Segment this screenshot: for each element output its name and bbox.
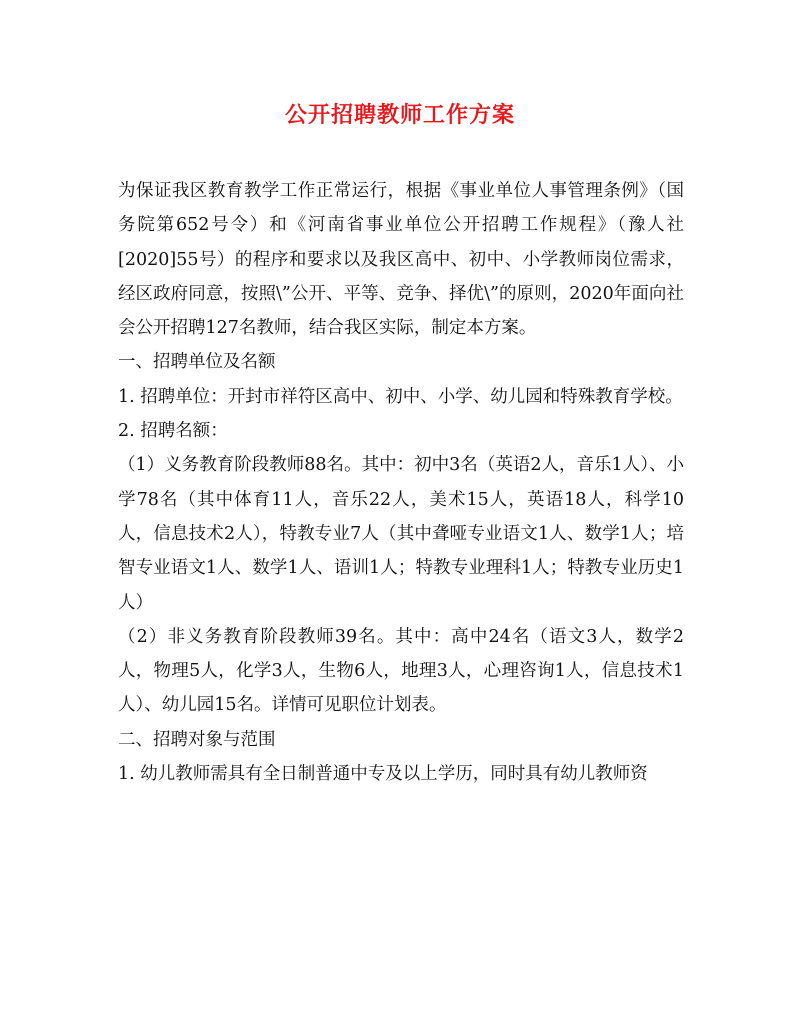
- section-heading-recruitment-targets: 二、招聘对象与范围: [118, 729, 276, 750]
- document-body: [118, 174, 684, 791]
- paragraph-recruiting-units: 1. 招聘单位：开封市祥符区高中、初中、小学、幼儿园和特殊教育学校。: [118, 386, 683, 407]
- document-title: 公开招聘教师工作方案: [284, 102, 515, 128]
- section-heading-recruiting-units: 一、招聘单位及名额: [118, 352, 276, 373]
- paragraph-compulsory-education-quota: （1）义务教育阶段教师88名。其中：初中3名（英语2人，音乐1人）、小学78名（其中体育11人，音乐22人，美术15人，英语18人，科学10人，信息技术2人），特教专业7人（其中聋哑专业语文1人、数学1人；培智专业语文1人、数学1人、语训1人；特教专业理科1人；特教专业历史1人）: [118, 455, 684, 613]
- paragraph-non-compulsory-education-quota: （2）非义务教育阶段教师39名。其中：高中24名（语文3人，数学2人，物理5人，化学3人，生物6人，地理3人，心理咨询1人，信息技术1人）、幼儿园15名。详情可见职位计划表。: [118, 626, 684, 716]
- paragraph-quota-heading: 2. 招聘名额：: [118, 421, 228, 442]
- intro-paragraph: 为保证我区教育教学工作正常运行，根据《事业单位人事管理条例》（国务院第652号令）和《河南省事业单位公开招聘工作规程》（豫人社[2020]55号）的程序和要求以及我区高中、初中、小学教师岗位需求，经区政府同意，按照\”公开、平等、竞争、择优\”的原则，2020年面向社会公开招聘127名教师，结合我区实际，制定本方案。: [118, 181, 684, 339]
- paragraph-kindergarten-requirements: 1. 幼儿教师需具有全日制普通中专及以上学历，同时具有幼儿教师资: [118, 764, 648, 785]
